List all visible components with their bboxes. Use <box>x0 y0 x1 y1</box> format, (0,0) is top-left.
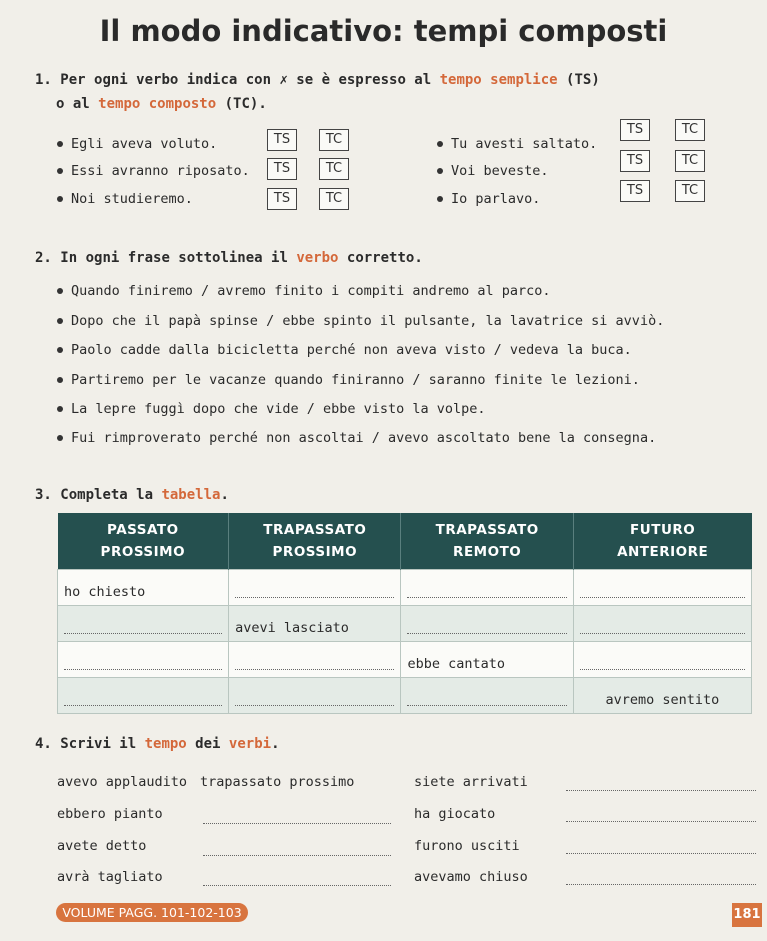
exercise-4-number: 4. <box>35 736 52 752</box>
ex4-verb: avevo applaudito <box>57 774 188 790</box>
table-row <box>58 606 752 642</box>
header-passato-prossimo: PASSATO PROSSIMO <box>58 513 229 570</box>
verbi-highlight: verbi <box>228 736 272 752</box>
ex4-verb: ebbero pianto <box>57 806 163 822</box>
bullet-icon <box>57 196 63 202</box>
table-blank-cell[interactable] <box>229 678 401 714</box>
ex4-answer-line[interactable] <box>203 854 391 856</box>
exercise-3-instruction: 3. Completa la tabella. <box>35 487 229 503</box>
exercise-3-number: 3. <box>35 487 52 503</box>
header-trapassato-prossimo: TRAPASSATO PROSSIMO <box>229 513 401 570</box>
ex2-sentence[interactable]: Fui rimproverato perché non ascoltai / avevo ascoltato bene la consegna. <box>57 430 656 446</box>
ts-checkbox[interactable]: TS <box>267 188 297 210</box>
ts-checkbox[interactable]: TS <box>620 180 650 202</box>
ex4-verb: ha giocato <box>414 806 496 822</box>
ex1-item: Egli aveva voluto. <box>57 136 217 152</box>
tc-checkbox[interactable]: TC <box>675 150 705 172</box>
table-header-row <box>58 513 752 570</box>
bullet-icon <box>57 406 63 412</box>
ex4-answer-line[interactable] <box>203 822 391 824</box>
bullet-icon <box>57 347 63 353</box>
tc-checkbox[interactable]: TC <box>675 119 705 141</box>
ex4-answer-line[interactable] <box>203 884 391 886</box>
ts-checkbox[interactable]: TS <box>620 150 650 172</box>
table-cell: avremo sentito <box>573 678 751 714</box>
table-cell: ho chiesto <box>58 570 229 606</box>
ts-checkbox[interactable]: TS <box>267 158 297 180</box>
tempo-semplice-highlight: tempo semplice <box>439 72 558 88</box>
table-blank-cell[interactable] <box>229 570 401 606</box>
ex4-verb: furono usciti <box>414 838 520 854</box>
header-trapassato-remoto: TRAPASSATO REMOTO <box>401 513 573 570</box>
ex2-sentence[interactable]: Paolo cadde dalla bicicletta perché non aveva visto / vedeva la buca. <box>57 342 632 358</box>
exercise-1-instruction: 1. Per ogni verbo indica con ✗ se è espresso al tempo semplice (TS) <box>35 72 600 88</box>
header-futuro-anteriore: FUTURO ANTERIORE <box>573 513 751 570</box>
ex2-sentence[interactable]: Partiremo per le vacanze quando finiranno / saranno finite le lezioni. <box>57 372 640 388</box>
bullet-icon <box>437 196 443 202</box>
tempo-composto-highlight: tempo composto <box>98 96 217 112</box>
exercise-1-instruction-line2: o al tempo composto (TC). <box>56 96 267 112</box>
exercise-2-instruction: 2. In ogni frase sottolinea il verbo corretto. <box>35 250 423 266</box>
verbo-highlight: verbo <box>296 250 339 266</box>
ex4-answer-line[interactable] <box>566 852 756 854</box>
tempo-highlight: tempo <box>144 736 187 752</box>
bullet-icon <box>437 168 443 174</box>
table-blank-cell[interactable] <box>229 642 401 678</box>
table-row <box>58 642 752 678</box>
bullet-icon <box>57 168 63 174</box>
tc-checkbox[interactable]: TC <box>319 129 349 151</box>
ex2-sentence[interactable]: La lepre fuggì dopo che vide / ebbe visto la volpe. <box>57 401 486 417</box>
exercise-2-number: 2. <box>35 250 52 266</box>
ex4-verb: avete detto <box>57 838 147 854</box>
table-blank-cell[interactable] <box>58 642 229 678</box>
exercise-1-number: 1. <box>35 72 52 88</box>
ex4-answer-line[interactable] <box>566 883 756 885</box>
table-blank-cell[interactable] <box>573 606 751 642</box>
ex1-item: Io parlavo. <box>437 191 540 207</box>
table-blank-cell[interactable] <box>401 570 573 606</box>
ex1-item: Noi studieremo. <box>57 191 193 207</box>
ex4-verb: siete arrivati <box>414 774 528 790</box>
bullet-icon <box>437 141 443 147</box>
page-number: 181 <box>732 903 762 927</box>
ex4-answer-line[interactable] <box>566 820 756 822</box>
bullet-icon <box>57 318 63 324</box>
ex2-sentence[interactable]: Quando finiremo / avremo finito i compiti andremo al parco. <box>57 283 551 299</box>
bullet-icon <box>57 141 63 147</box>
tc-checkbox[interactable]: TC <box>675 180 705 202</box>
bullet-icon <box>57 288 63 294</box>
tc-checkbox[interactable]: TC <box>319 188 349 210</box>
bullet-icon <box>57 377 63 383</box>
table-cell: avevi lasciato <box>229 606 401 642</box>
ts-checkbox[interactable]: TS <box>267 129 297 151</box>
ex1-item: Tu avesti saltato. <box>437 136 597 152</box>
volume-pages-badge: VOLUME PAGG. 101-102-103 <box>56 903 248 922</box>
bullet-icon <box>57 435 63 441</box>
ts-checkbox[interactable]: TS <box>620 119 650 141</box>
table-blank-cell[interactable] <box>58 678 229 714</box>
tabella-highlight: tabella <box>161 487 221 503</box>
table-row <box>58 678 752 714</box>
table-row <box>58 570 752 606</box>
ex4-verb: avevamo chiuso <box>414 869 528 885</box>
ex2-sentence[interactable]: Dopo che il papà spinse / ebbe spinto il pulsante, la lavatrice si avviò. <box>57 313 664 329</box>
table-blank-cell[interactable] <box>573 642 751 678</box>
table-blank-cell[interactable] <box>573 570 751 606</box>
exercise-4-instruction: 4. Scrivi il tempo dei verbi. <box>35 736 280 752</box>
ex1-item: Essi avranno riposato. <box>57 163 250 179</box>
table-blank-cell[interactable] <box>401 678 573 714</box>
ex1-item: Voi beveste. <box>437 163 549 179</box>
ex4-verb: avrà tagliato <box>57 869 163 885</box>
verb-tense-table <box>57 513 752 714</box>
table-blank-cell[interactable] <box>401 606 573 642</box>
ex4-answer[interactable]: trapassato prossimo <box>200 774 355 790</box>
ex4-answer-line[interactable] <box>566 789 756 791</box>
table-cell: ebbe cantato <box>401 642 573 678</box>
table-blank-cell[interactable] <box>58 606 229 642</box>
tc-checkbox[interactable]: TC <box>319 158 349 180</box>
page-title: Il modo indicativo: tempi composti <box>99 14 668 48</box>
